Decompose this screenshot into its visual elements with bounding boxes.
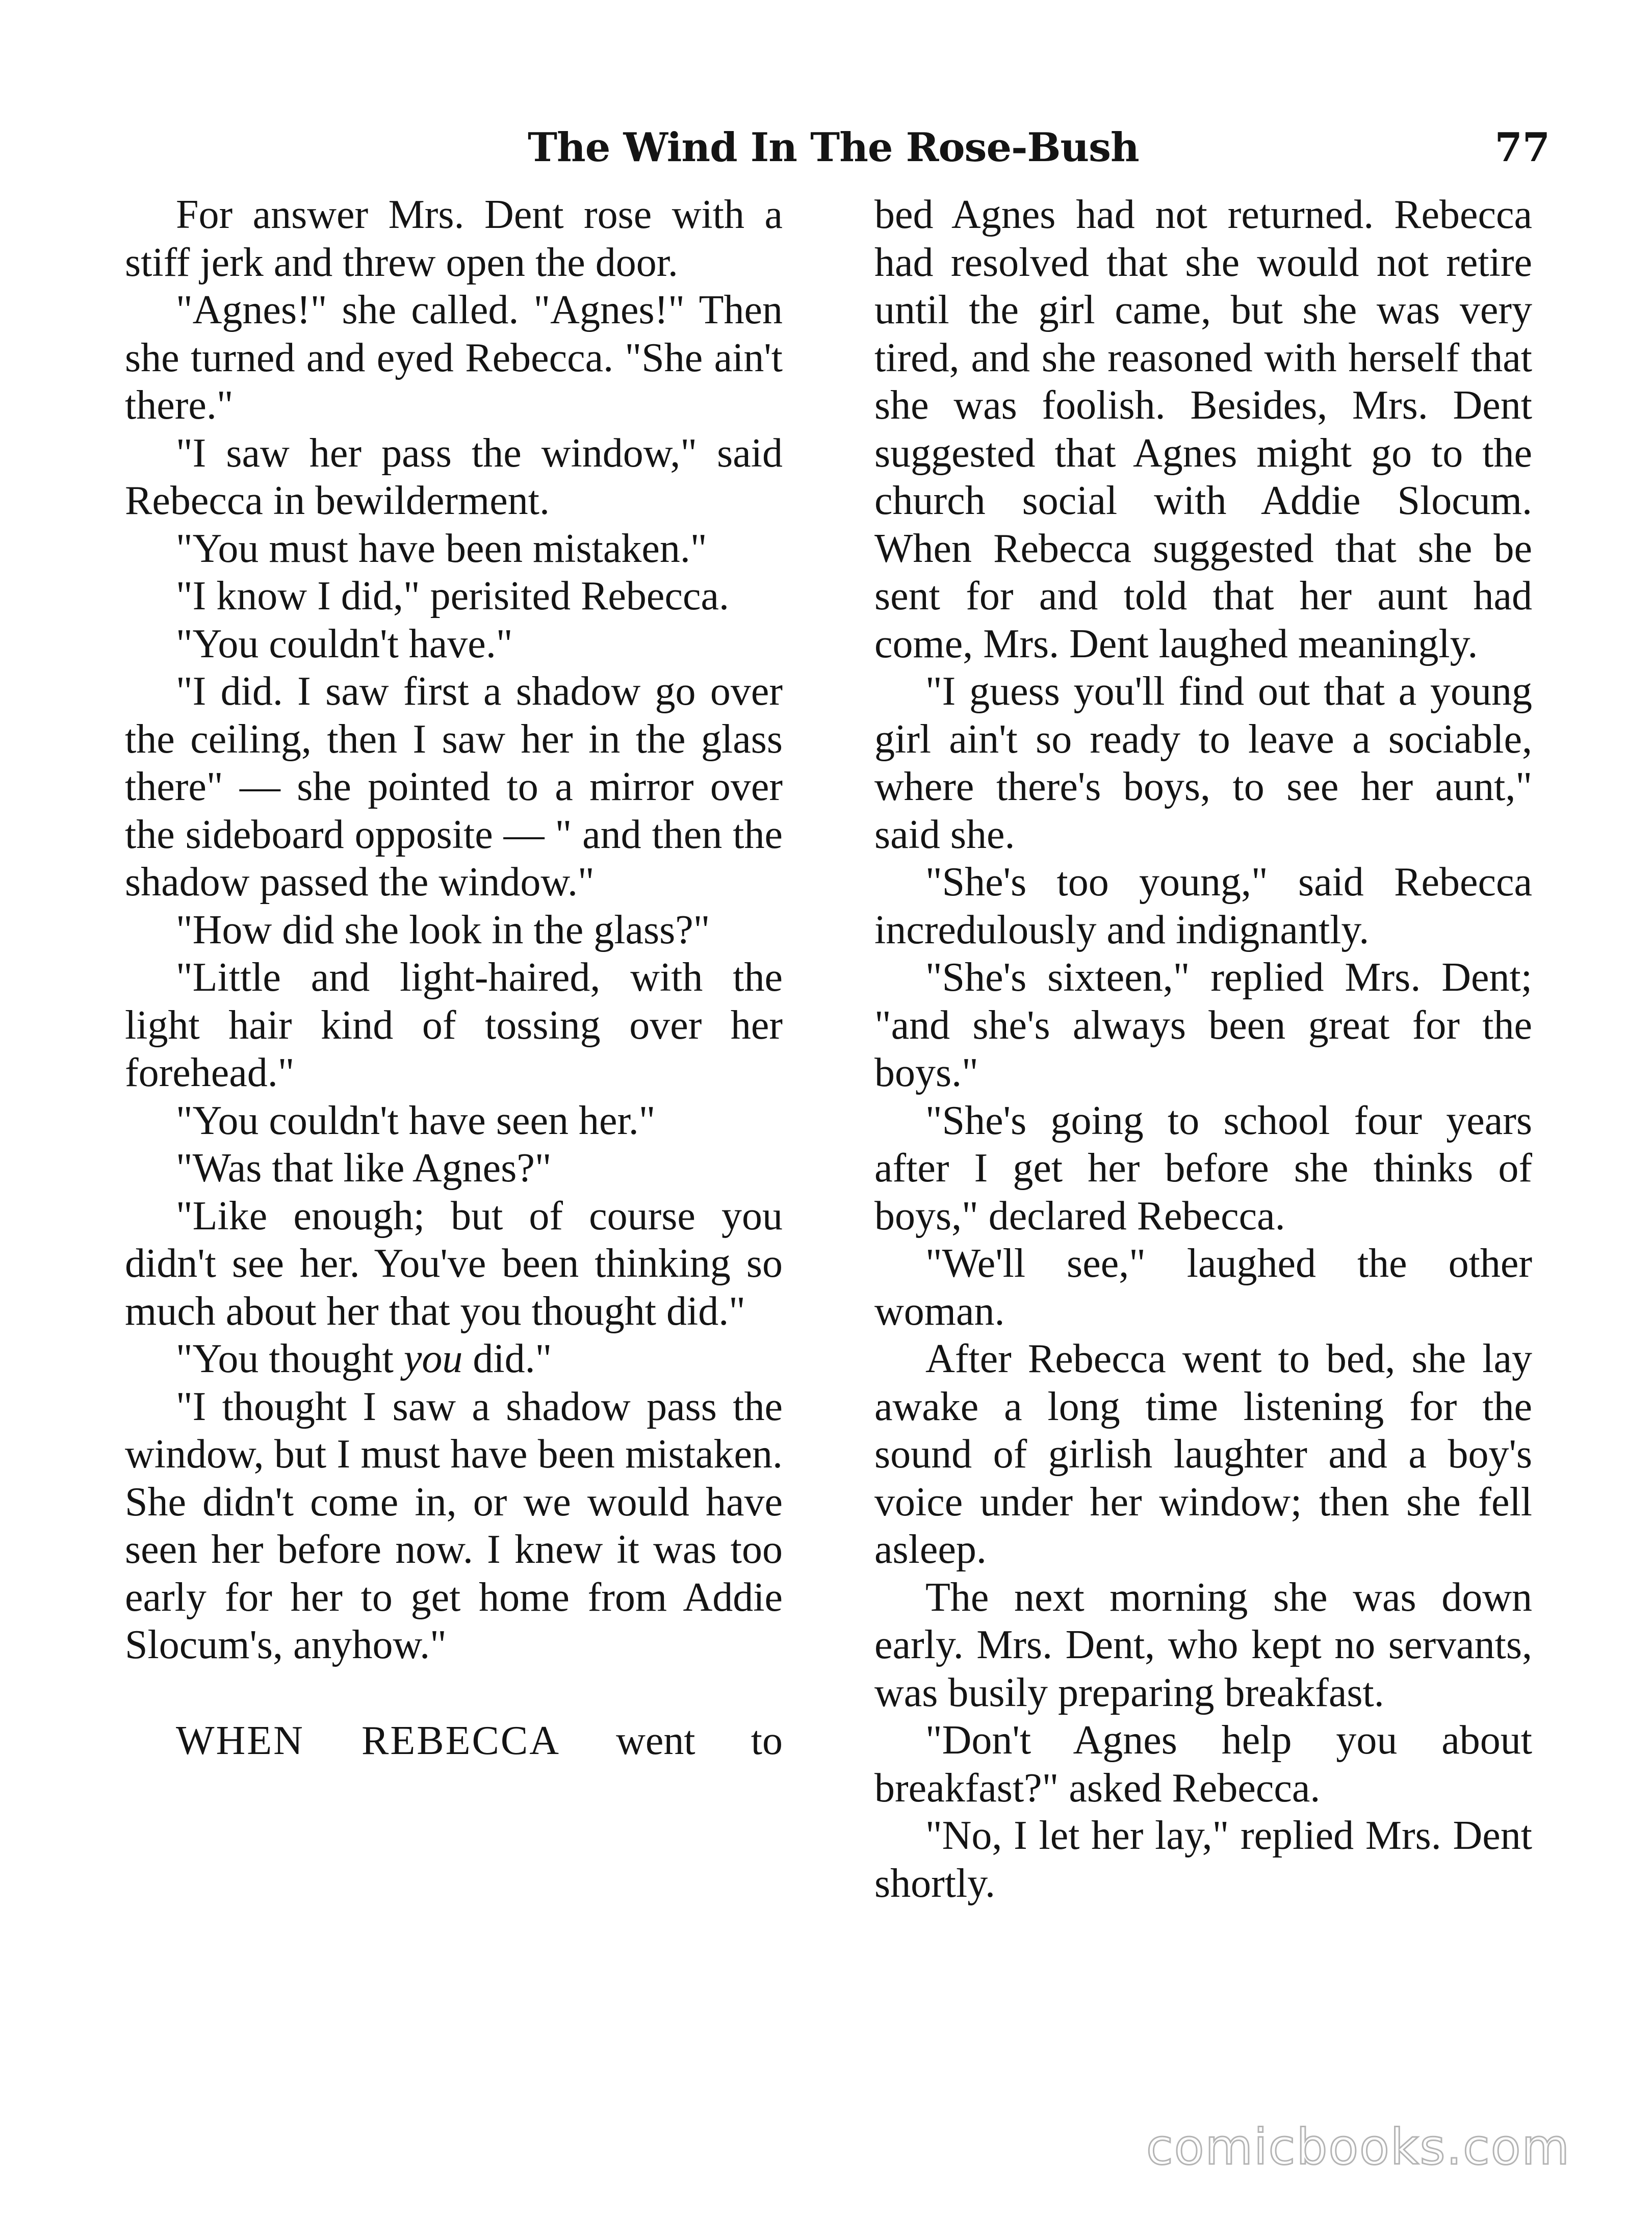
watermark: comicbooks.com <box>1146 2119 1570 2176</box>
paragraph: "Little and light-haired, with the light hair kind of tossing over her forehead." <box>125 955 783 1095</box>
emphasis-text: you <box>403 1336 463 1381</box>
paragraph: "I know I did," perisited Rebecca. <box>176 574 729 618</box>
paragraph: "Like enough; but of course you didn't see her. You've been thinking so much about her that you thought did." <box>125 1193 783 1334</box>
section-opening-text: went to <box>560 1718 783 1763</box>
paragraph: "I saw her pass the window," said Rebecca in bewilderment. <box>125 430 783 523</box>
paragraph: "You couldn't have seen her." <box>176 1098 656 1143</box>
paragraph: "I thought I saw a shadow pass the window, but I must have been mistaken. She didn't come in, or we would have seen her before now. I knew it was too early for her to get home from Addie Slocum's, anyhow." <box>125 1384 783 1667</box>
paragraph-continuation: bed Agnes had not returned. Rebecca had resolved that she would not retire until the girl came, but she was very tired, and she reasoned with herself that she was foolish. Besides, Mrs. Dent suggested that Agnes might go to the church social with Addie Slocum. When Rebecca suggested that she be sent for and told that her aunt had come, Mrs. Dent laughed meaningly. <box>874 192 1532 666</box>
paragraph: "You couldn't have." <box>176 621 513 666</box>
paragraph: For answer Mrs. Dent rose with a stiff jerk and threw open the door. <box>125 192 783 285</box>
paragraph-text: "You thought <box>176 1336 404 1381</box>
paragraph: "We'll see," laughed the other woman. <box>874 1241 1532 1334</box>
paragraph: After Rebecca went to bed, she lay awake a long time listening for the sound of girlish laughter and a boy's voice under her window; then she fell asleep. <box>874 1336 1532 1572</box>
paragraph: "I did. I saw first a shadow go over the ceiling, then I saw her in the glass there" — she pointed to a mirror over the sideboard opposite — " and then the shadow passed the window." <box>125 669 783 905</box>
page-header <box>0 122 1652 184</box>
section-opening <box>125 1717 783 1765</box>
paragraph: "How did she look in the glass?" <box>176 907 710 952</box>
right-column <box>874 191 1532 1907</box>
paragraph: "She's too young," said Rebecca incredulously and indignantly. <box>874 860 1532 952</box>
paragraph: "She's sixteen," replied Mrs. Dent; "and she's always been great for the boys." <box>874 955 1532 1095</box>
left-column <box>125 191 783 1765</box>
page-number: 77 <box>1494 124 1550 171</box>
paragraph: The next morning she was down early. Mrs. Dent, who kept no servants, was busily preparing breakfast. <box>874 1575 1532 1715</box>
paragraph-text: did." <box>462 1336 552 1381</box>
paragraph: "I guess you'll find out that a young girl ain't so ready to leave a sociable, where there's boys, to see her aunt," said she. <box>874 669 1532 857</box>
running-title: The Wind In The Rose-Bush <box>528 124 1139 171</box>
paragraph: "Agnes!" she called. "Agnes!" Then she turned and eyed Rebecca. "She ain't there." <box>125 288 783 428</box>
section-opening-caps: WHEN REBECCA <box>176 1718 560 1763</box>
paragraph: "Was that like Agnes?" <box>176 1146 552 1191</box>
paragraph: "You must have been mistaken." <box>176 526 707 571</box>
paragraph: "No, I let her lay," replied Mrs. Dent shortly. <box>874 1813 1532 1906</box>
paragraph <box>125 1335 783 1383</box>
paragraph: "She's going to school four years after I get her before she thinks of boys," declared Rebecca. <box>874 1098 1532 1239</box>
paragraph: "Don't Agnes help you about breakfast?" asked Rebecca. <box>874 1718 1532 1811</box>
